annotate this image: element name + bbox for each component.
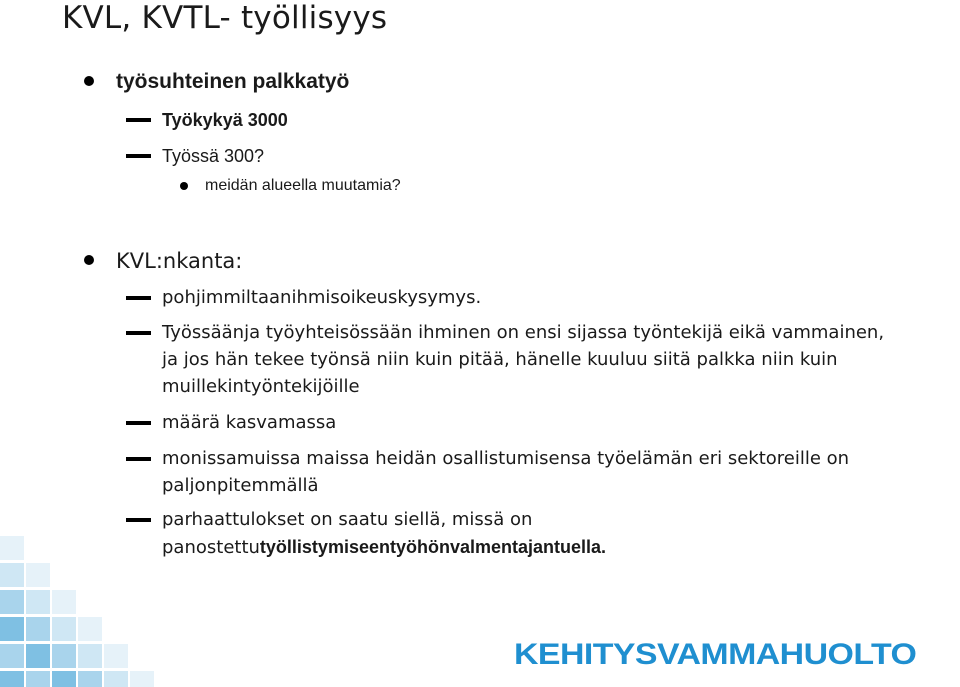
deco-square — [0, 617, 24, 641]
deco-square — [0, 671, 24, 687]
sub-bullet-text: ja jos hän tekee työnsä niin kuin pitää, hänelle kuuluu siitä palkka niin kuin — [162, 349, 838, 370]
bullet-dot — [84, 255, 94, 265]
dash-marker — [126, 457, 151, 461]
dash-marker — [126, 296, 151, 300]
deco-square — [26, 590, 50, 614]
deco-square — [0, 563, 24, 587]
decorative-squares — [0, 536, 180, 687]
sub-bullet-text: monissamuissa maissa heidän osallistumisensa työelämän eri sektoreille on — [162, 448, 850, 469]
deco-square — [0, 536, 24, 560]
bullet-dot — [84, 76, 94, 86]
deco-square — [26, 617, 50, 641]
sub-bullet-text: parhaattulokset on saatu siellä, missä on — [162, 509, 533, 530]
deco-square — [26, 644, 50, 668]
dash-marker — [126, 518, 151, 522]
deco-square — [0, 590, 24, 614]
dash-marker — [126, 154, 151, 158]
deco-square — [104, 671, 128, 687]
sub-bullet-text: Työssäänja työyhteisössään ihminen on ensi sijassa työntekijä eikä vammainen, — [162, 322, 885, 343]
sub-bullet-text-bold: työllistymiseentyöhönvalmentajantuella. — [259, 537, 607, 557]
sub-bullet-text: Työkykyä 3000 — [162, 110, 288, 130]
sub-bullet-text: Työssä 300? — [162, 146, 265, 166]
bullet-dot — [180, 182, 188, 190]
bullet-label: työsuhteinen palkkatyö — [116, 70, 350, 93]
sub-bullet-text — [162, 534, 606, 561]
deco-square — [52, 671, 76, 687]
sub-bullet-text: määrä kasvamassa — [162, 412, 337, 433]
deco-square — [26, 563, 50, 587]
sub-sub-bullet-text: meidän alueella muutamia? — [205, 177, 401, 194]
sub-bullet-text-plain: panostettu — [162, 537, 260, 558]
bullet-label: KVL:nkanta: — [116, 249, 243, 273]
dash-marker — [126, 118, 151, 122]
deco-square — [52, 590, 76, 614]
kehitysvammahuolto-logo: KEHITYSVAMMAHUOLTO — [514, 638, 917, 671]
deco-square — [0, 644, 24, 668]
deco-square — [78, 617, 102, 641]
sub-bullet-text: paljonpitemmällä — [162, 475, 319, 496]
deco-square — [52, 644, 76, 668]
deco-square — [104, 644, 128, 668]
deco-square — [52, 617, 76, 641]
dash-marker — [126, 421, 151, 425]
deco-square — [78, 671, 102, 687]
slide-title: KVL, KVTL- työllisyys — [62, 0, 388, 36]
dash-marker — [126, 331, 151, 335]
sub-bullet-text: muillekintyöntekijöille — [162, 376, 360, 397]
deco-square — [130, 671, 154, 687]
sub-bullet-text: pohjimmiltaanihmisoikeuskysymys. — [162, 287, 482, 308]
deco-square — [78, 644, 102, 668]
deco-square — [26, 671, 50, 687]
